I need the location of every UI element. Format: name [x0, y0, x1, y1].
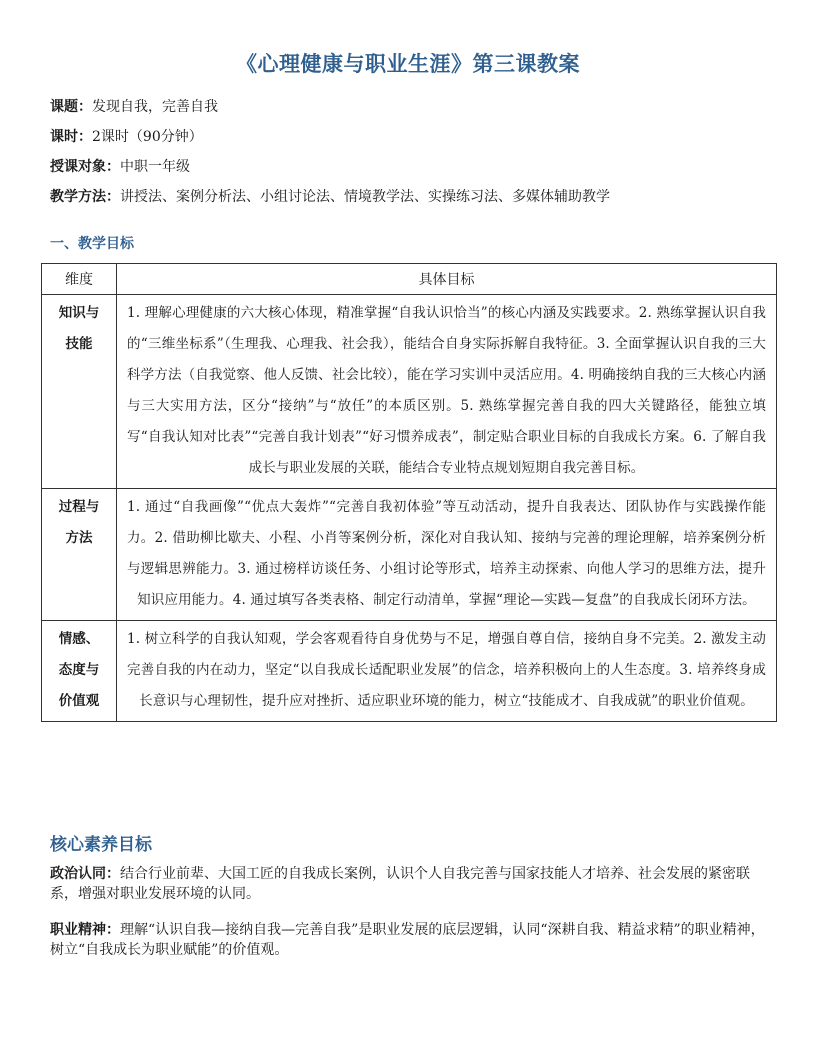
table-row — [42, 489, 777, 621]
section-heading-goals: 一、教学目标 — [50, 236, 134, 252]
meta-audience — [50, 158, 190, 176]
methods-value: 讲授法、案例分析法、小组讨论法、情境教学法、实操练习法、多媒体辅助教学 — [120, 189, 610, 205]
goal-cell: 1. 树立科学的自我认知观，学会客观看待自身优势与不足，增强自尊自信，接纳自身不完美。2. 激发主动完善自我的内在动力，坚定“以自我成长适配职业发展”的信念，培养积极向上的人生态度。3. 培养终身成长意识与心理韧性，提升应对挫折、适应职业环境的能力，树立“技能成才、自我成就”的职业价值观。 — [117, 621, 777, 722]
table-row — [42, 621, 777, 722]
header-goals: 具体目标 — [117, 264, 777, 295]
page-title: 《心理健康与职业生涯》第三课教案 — [236, 52, 580, 76]
table-row — [42, 295, 777, 489]
hours-label: 课时： — [50, 129, 92, 145]
meta-methods — [50, 188, 610, 206]
meta-hours — [50, 128, 203, 146]
core-item-label: 职业精神： — [50, 922, 120, 938]
goal-cell: 1. 理解心理健康的六大核心体现，精准掌握“自我认识恰当”的核心内涵及实践要求。2. 熟练掌握认识自我的“三维坐标系”（生理我、心理我、社会我），能结合自身实际拆解自我特征。3. 全面掌握认识自我的三大科学方法（自我觉察、他人反馈、社会比较），能在学习实训中灵活应用。4. 明确接纳自我的三大核心内涵与三大实用方法，区分“接纳”与“放任”的本质区别。5. 熟练掌握完善自我的四大关键路径，能独立填写“自我认知对比表”“完善自我计划表”“好习惯养成表”，制定贴合职业目标的自我成长方案。6. 了解自我成长与职业发展的关联，能结合专业特点规划短期自我完善目标。 — [117, 295, 777, 489]
core-literacy-heading: 核心素养目标 — [50, 835, 152, 855]
core-item-label: 政治认同： — [50, 866, 120, 882]
goal-cell: 1. 通过“自我画像”“优点大轰炸”“完善自我初体验”等互动活动，提升自我表达、团队协作与实践操作能力。2. 借助柳比歇夫、小程、小肖等案例分析，深化对自我认知、接纳与完善的理论理解，培养案例分析与逻辑思辨能力。3. 通过榜样访谈任务、小组讨论等形式，培养主动探索、向他人学习的思维方法，提升知识应用能力。4. 通过填写各类表格、制定行动清单，掌握“理论—实践—复盘”的自我成长闭环方法。 — [117, 489, 777, 621]
dimension-cell: 知识与技能 — [42, 295, 117, 489]
dimension-cell: 情感、态度与价值观 — [42, 621, 117, 722]
goals-table — [41, 263, 777, 722]
meta-topic — [50, 98, 218, 116]
core-item-political — [50, 864, 766, 904]
header-dimension: 维度 — [42, 264, 117, 295]
table-header-row — [42, 264, 777, 295]
topic-label: 课题： — [50, 99, 92, 115]
hours-value: 2课时（90分钟） — [92, 129, 203, 145]
core-item-text: 结合行业前辈、大国工匠的自我成长案例，认识个人自我完善与国家技能人才培养、社会发展的紧密联系，增强对职业发展环境的认同。 — [50, 866, 750, 902]
topic-value: 发现自我，完善自我 — [92, 99, 218, 115]
dimension-cell: 过程与方法 — [42, 489, 117, 621]
audience-value: 中职一年级 — [120, 159, 190, 175]
audience-label: 授课对象： — [50, 159, 120, 175]
core-item-text: 理解“认识自我—接纳自我—完善自我”是职业发展的底层逻辑，认同“深耕自我、精益求精”的职业精神，树立“自我成长为职业赋能”的价值观。 — [50, 922, 765, 958]
core-item-professional — [50, 920, 766, 960]
methods-label: 教学方法： — [50, 189, 120, 205]
